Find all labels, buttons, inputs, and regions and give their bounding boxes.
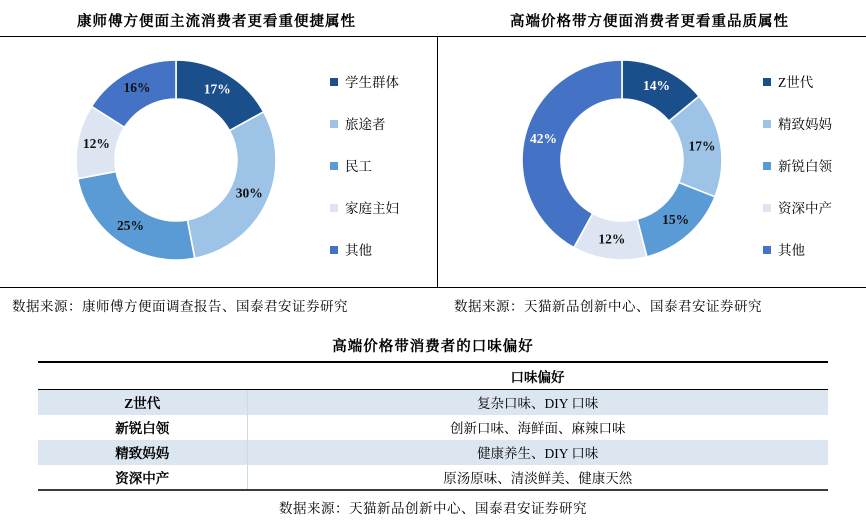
table-header-group	[38, 362, 247, 390]
taste-preference-cell: 健康养生、DIY 口味	[477, 446, 599, 461]
legend-swatch-icon	[763, 78, 771, 86]
panel-mainstream-consumers	[0, 0, 433, 315]
legend-swatch-icon	[763, 120, 771, 128]
legend-swatch-icon	[763, 204, 771, 212]
legend-label: 新锐白领	[778, 159, 832, 174]
legend-swatch-icon	[763, 246, 771, 254]
table-row	[38, 465, 828, 490]
chart-body-right	[433, 37, 866, 288]
slice-data-label: 16%	[123, 80, 151, 96]
slice-data-label: 12%	[598, 231, 626, 247]
legend-item	[763, 239, 832, 258]
legend-item	[763, 113, 832, 132]
consumer-group-cell: 资深中产	[38, 465, 247, 490]
data-source-note-table: 数据来源：天猫新品创新中心、国泰君安证券研究	[279, 500, 587, 516]
taste-preference-cell: 原汤原味、清淡鲜美、健康天然	[443, 470, 633, 486]
slice-data-label: 42%	[530, 130, 558, 146]
slice-data-label: 12%	[82, 135, 110, 151]
legend-label: 精致妈妈	[778, 117, 832, 132]
legend-swatch-icon	[330, 162, 338, 170]
slice-data-label: 14%	[642, 77, 670, 93]
data-source-note-right: 数据来源：天猫新品创新中心、国泰君安证券研究	[454, 299, 762, 314]
consumer-group-cell: 新锐白领	[38, 415, 247, 440]
legend-item	[330, 71, 399, 90]
legend-item	[330, 113, 399, 132]
legend-swatch-icon	[330, 204, 338, 212]
legend-label: 其他	[778, 243, 805, 258]
legend-label: 资深中产	[778, 201, 832, 216]
legend-label: Z世代	[778, 75, 814, 90]
slice-data-label: 17%	[203, 81, 231, 97]
table-header-preference: 口味偏好	[247, 362, 828, 390]
panel-divider	[437, 37, 438, 288]
donut-chart-mainstream	[0, 37, 310, 287]
legend-swatch-icon	[330, 120, 338, 128]
slice-data-label: 25%	[116, 218, 144, 234]
legend-label: 学生群体	[345, 75, 399, 90]
slice-data-label: 17%	[688, 138, 716, 154]
legend-highend	[743, 37, 832, 287]
legend-item	[330, 197, 399, 216]
legend-item	[330, 155, 399, 174]
donut-chart-highend	[433, 37, 743, 287]
legend-label: 民工	[345, 159, 372, 174]
chart-body-left	[0, 37, 433, 288]
legend-label: 旅途者	[345, 117, 386, 132]
legend-mainstream	[310, 37, 399, 287]
legend-item	[330, 239, 399, 258]
donut-slice-民工	[78, 171, 195, 260]
chart-title-right: 高端价格带方便面消费者更看重品质属性	[433, 0, 866, 37]
taste-preference-table	[38, 361, 828, 491]
legend-swatch-icon	[763, 162, 771, 170]
taste-preference-cell: 创新口味、海鲜面、麻辣口味	[450, 421, 626, 436]
slice-data-label: 15%	[662, 211, 690, 227]
table-row	[38, 390, 828, 415]
slice-data-label: 30%	[235, 185, 263, 201]
consumer-group-cell: 精致妈妈	[38, 440, 247, 465]
consumer-group-cell: Z世代	[38, 390, 247, 415]
legend-item	[763, 155, 832, 174]
table-row	[38, 415, 828, 440]
data-source-note-left: 数据来源：康师傅方便面调查报告、国泰君安证券研究	[12, 299, 348, 314]
panel-highend-consumers	[433, 0, 866, 315]
table-body	[38, 390, 828, 490]
legend-item	[763, 197, 832, 216]
legend-item	[763, 71, 832, 90]
table-row	[38, 440, 828, 465]
chart-title-left: 康师傅方便面主流消费者更看重便捷属性	[0, 0, 433, 37]
legend-swatch-icon	[330, 78, 338, 86]
table-title: 高端价格带消费者的口味偏好	[332, 339, 534, 355]
taste-preference-section	[0, 335, 866, 517]
table-header-row	[38, 362, 828, 390]
taste-preference-cell: 复杂口味、DIY 口味	[477, 396, 599, 412]
legend-swatch-icon	[330, 246, 338, 254]
legend-label: 家庭主妇	[345, 201, 399, 216]
legend-label: 其他	[345, 243, 372, 258]
